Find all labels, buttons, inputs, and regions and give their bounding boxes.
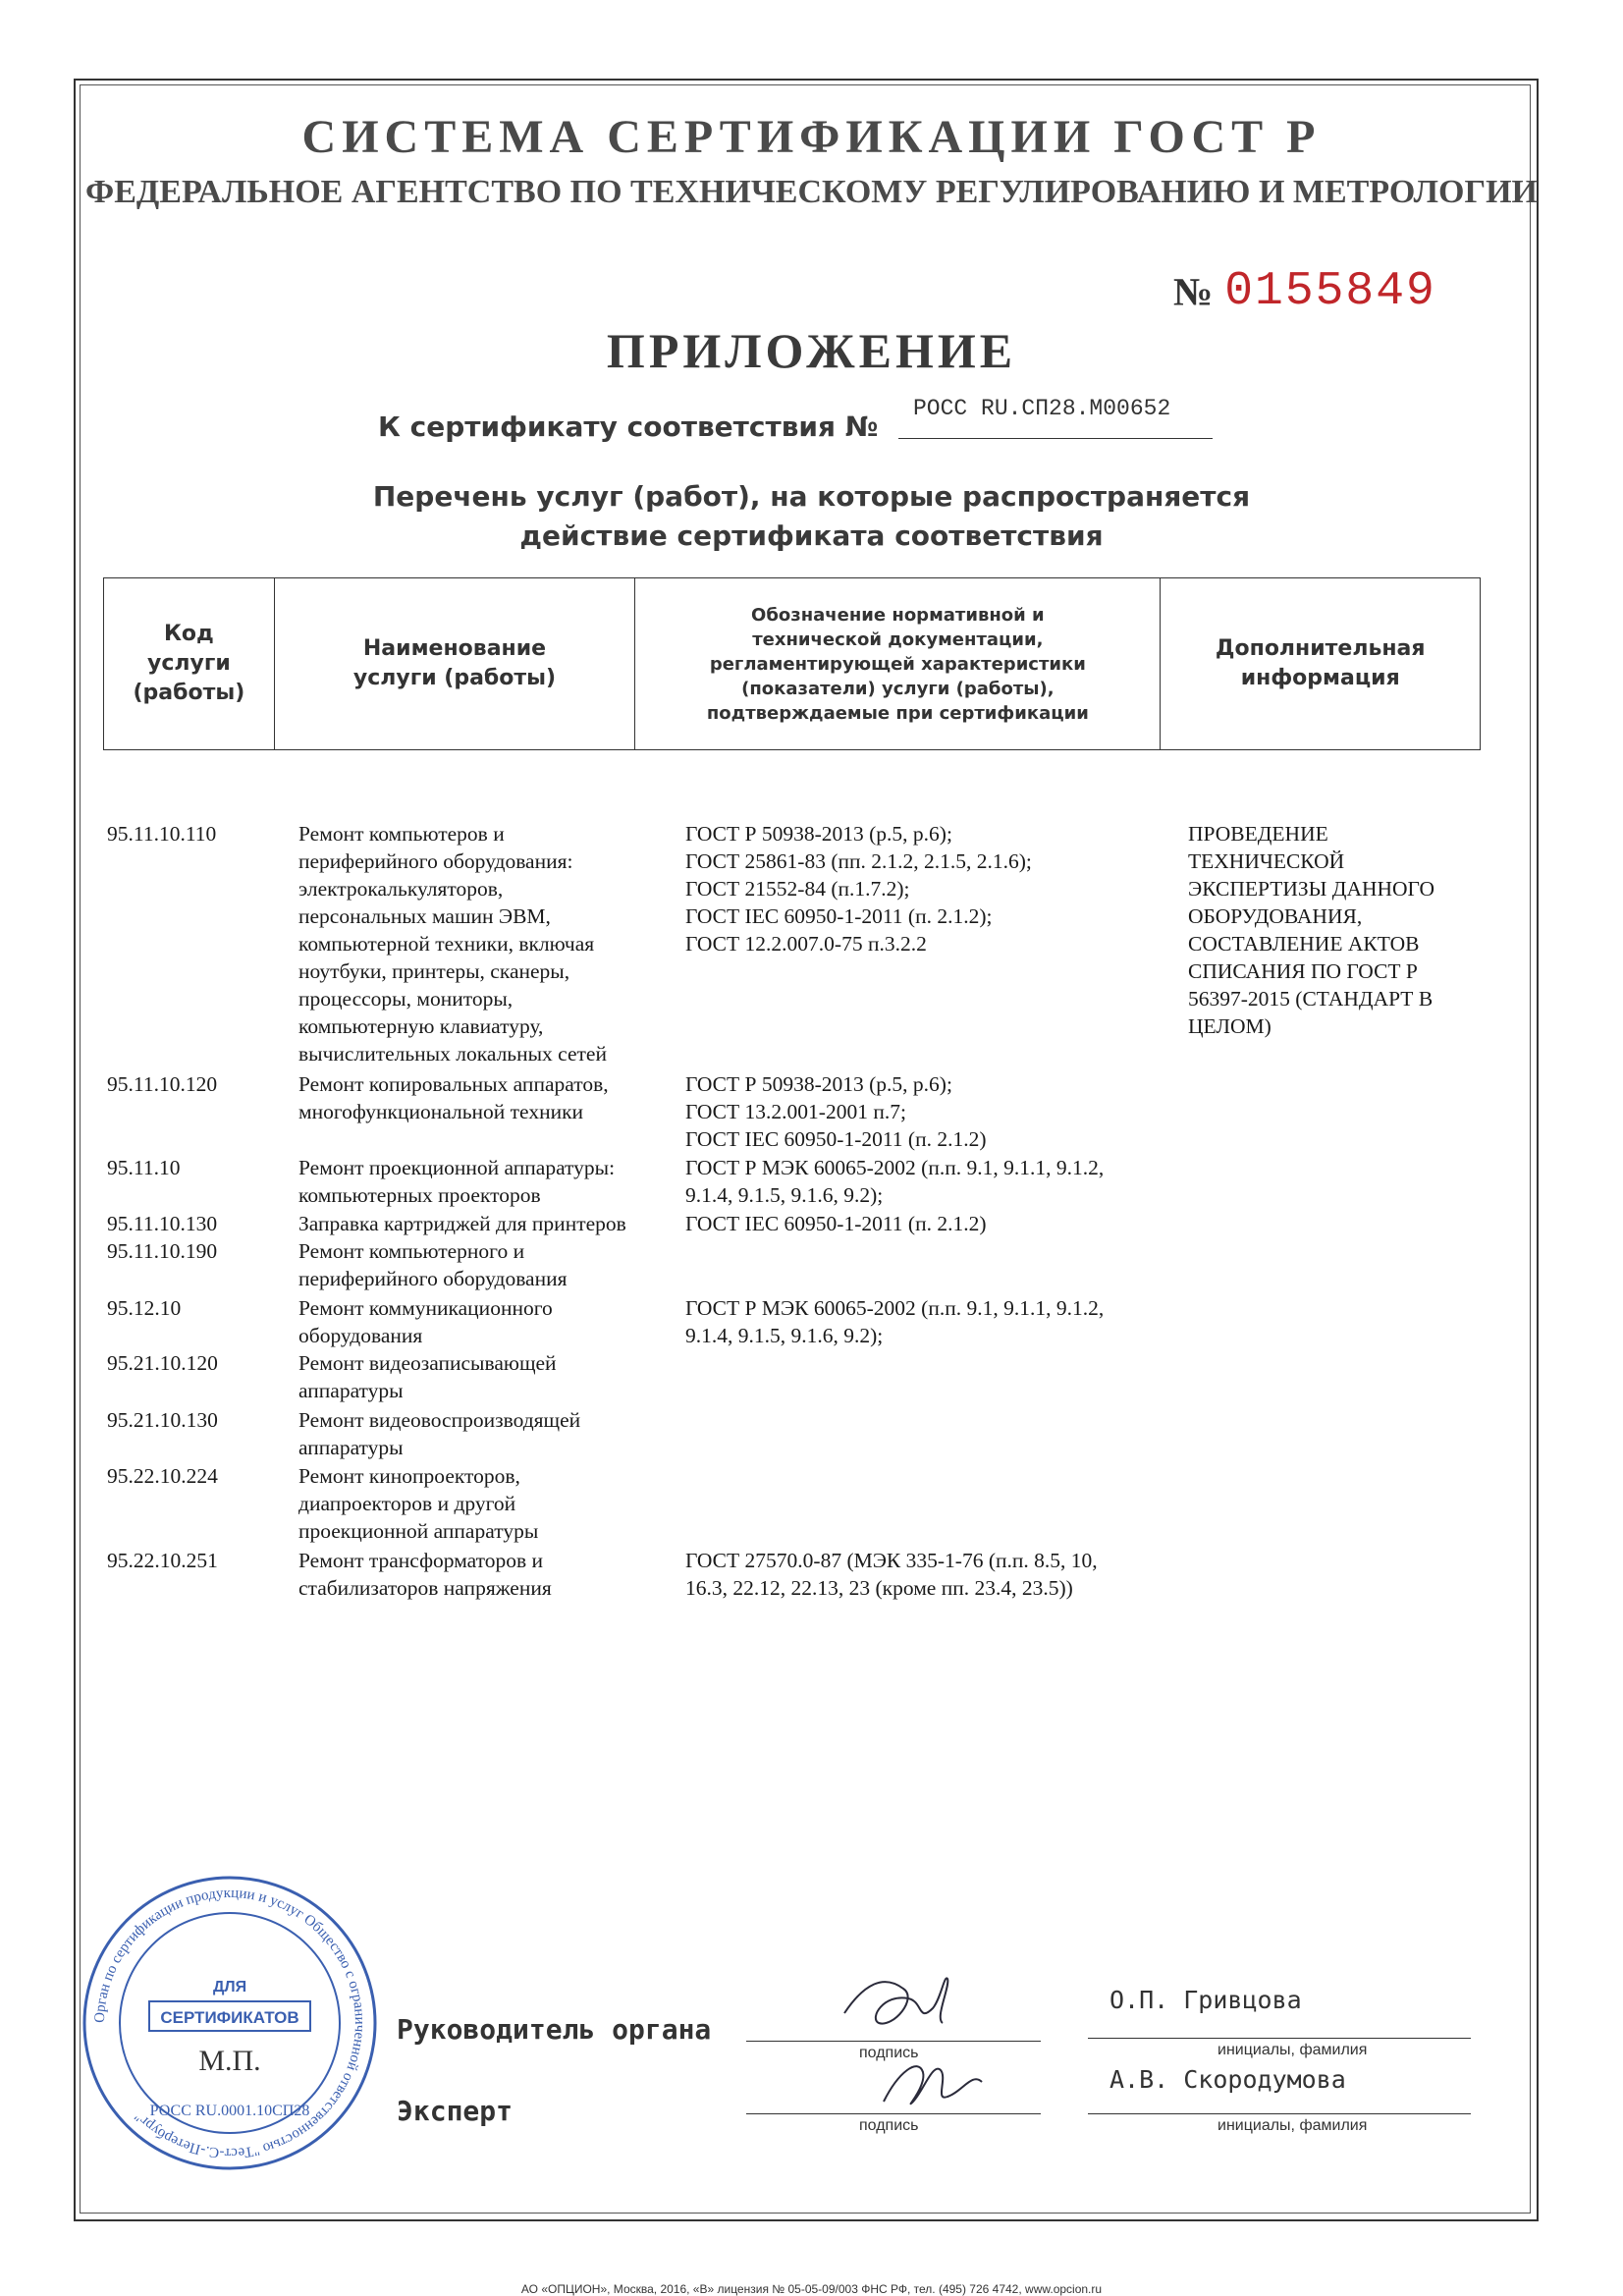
head-signature-mark bbox=[844, 1978, 947, 2023]
row-code: 95.21.10.130 bbox=[107, 1408, 218, 1432]
row-service-name: Ремонт компьютерного и периферийного оборудования bbox=[298, 1239, 568, 1290]
header-code-text: Код услуги (работы) bbox=[133, 622, 245, 705]
row-service-name: Ремонт видеовоспроизводящей аппаратуры bbox=[298, 1408, 581, 1459]
number-sign: № bbox=[1173, 269, 1214, 314]
row-code: 95.22.10.251 bbox=[107, 1549, 218, 1572]
row-docs: ГОСТ 27570.0-87 (МЭК 335-1-76 (п.п. 8.5, 10, 16.3, 22.12, 22.13, 23 (кроме пп. 23.4, 23.5)) bbox=[685, 1549, 1098, 1600]
row-code: 95.11.10.130 bbox=[107, 1212, 218, 1235]
header-additional-info-text: Дополнительная информация bbox=[1215, 636, 1426, 690]
row-code: 95.11.10 bbox=[107, 1156, 181, 1179]
header-service-name-text: Наименование услуги (работы) bbox=[352, 636, 557, 690]
row-code: 95.12.10 bbox=[107, 1296, 182, 1320]
expert-name-caption: инициалы, фамилия bbox=[1217, 2117, 1368, 2134]
expert-signature-caption: подпись bbox=[859, 2117, 919, 2134]
certificate-label: К сертификату соответствия № bbox=[378, 410, 879, 443]
form-number-value: 0155849 bbox=[1224, 265, 1436, 318]
expert-name-line bbox=[1088, 2113, 1471, 2114]
head-of-body-label: Руководитель органа bbox=[397, 2013, 712, 2046]
seal-circular-text: Орган по сертификации продукции и услуг Общество с ограниченной ответственностью "Тест-С.-Петербург" bbox=[91, 1885, 368, 2161]
seal-for-label: ДЛЯ bbox=[212, 1979, 247, 1995]
row-service-name: Ремонт кинопроекторов, диапроекторов и другой проекционной аппаратуры bbox=[298, 1464, 539, 1543]
row-docs: ГОСТ Р 50938-2013 (р.5, р.6); ГОСТ 13.2.001-2001 п.7; ГОСТ IEC 60950-1-2011 (п. 2.1.2) bbox=[685, 1072, 987, 1151]
seal-certificates-label: СЕРТИФИКАТОВ bbox=[160, 2008, 299, 2027]
document-heading: ПРИЛОЖЕНИЕ bbox=[606, 323, 1017, 378]
head-name: О.П. Гривцова bbox=[1109, 1986, 1302, 2014]
head-signature-caption: подпись bbox=[859, 2045, 919, 2061]
intro-line-2: действие сертификата соответствия bbox=[519, 519, 1104, 552]
row-service-name: Ремонт проекционной аппаратуры: компьютерных проекторов bbox=[298, 1156, 616, 1207]
row-service-name: Ремонт видеозаписывающей аппаратуры bbox=[298, 1351, 557, 1402]
head-name-caption: инициалы, фамилия bbox=[1217, 2042, 1368, 2058]
row-docs: ГОСТ Р 50938-2013 (р.5, р.6); ГОСТ 25861-83 (пп. 2.1.2, 2.1.5, 2.1.6); ГОСТ 21552-84 (п.1.7.2); ГОСТ IEC 60950-1-2011 (п. 2.1.2); ГОСТ 12.2.007.0-75 п.3.2.2 bbox=[685, 822, 1032, 956]
row-code: 95.11.10.190 bbox=[107, 1239, 218, 1263]
system-title: СИСТЕМА СЕРТИФИКАЦИИ ГОСТ Р bbox=[301, 111, 1322, 163]
row-service-name: Ремонт компьютеров и периферийного оборудования: электрокалькуляторов, персональных машин ЭВМ, компьютерной техники, включая ноутбуки, принтеры, сканеры, процессоры, мониторы, компьютерную клавиатуру, вычислительных локальных сетей bbox=[298, 822, 607, 1066]
row-docs: ГОСТ Р МЭК 60065-2002 (п.п. 9.1, 9.1.1, 9.1.2, 9.1.4, 9.1.5, 9.1.6, 9.2); bbox=[685, 1296, 1105, 1347]
intro-line-1: Перечень услуг (работ), на которые распространяется bbox=[372, 480, 1251, 513]
row-docs: ГОСТ Р МЭК 60065-2002 (п.п. 9.1, 9.1.1, 9.1.2, 9.1.4, 9.1.5, 9.1.6, 9.2); bbox=[685, 1156, 1105, 1207]
certificate-number: РОСС RU.СП28.М00652 bbox=[913, 396, 1171, 421]
row-additional-info: ПРОВЕДЕНИЕ ТЕХНИЧЕСКОЙ ЭКСПЕРТИЗЫ ДАННОГО ОБОРУДОВАНИЯ, СОСТАВЛЕНИЕ АКТОВ СПИСАНИЯ ПО ГОСТ Р 56397-2015 (СТАНДАРТ В ЦЕЛОМ) bbox=[1188, 822, 1434, 1038]
row-service-name: Ремонт коммуникационного оборудования bbox=[298, 1296, 553, 1347]
row-code: 95.21.10.120 bbox=[107, 1351, 218, 1375]
row-code: 95.11.10.110 bbox=[107, 822, 217, 846]
seal-mp-label: М.П. bbox=[198, 2045, 261, 2077]
row-service-name: Заправка картриджей для принтеров bbox=[298, 1212, 626, 1235]
handwritten-signatures bbox=[825, 1954, 1060, 2131]
agency-name: ФЕДЕРАЛЬНОЕ АГЕНТСТВО ПО ТЕХНИЧЕСКОМУ РЕГУЛИРОВАНИЮ И МЕТРОЛОГИИ bbox=[85, 174, 1538, 210]
expert-label: Эксперт bbox=[397, 2095, 514, 2127]
header-normative-docs-text: Обозначение нормативной и технической документации, регламентирующей характеристики (показатели) услуги (работы), подтверждаемые при сертификации bbox=[706, 604, 1089, 724]
expert-name: А.В. Скородумова bbox=[1109, 2065, 1346, 2094]
official-seal bbox=[81, 1874, 379, 2172]
row-docs: ГОСТ IEC 60950-1-2011 (п. 2.1.2) bbox=[685, 1212, 987, 1235]
printer-footer: АО «ОПЦИОН», Москва, 2016, «В» лицензия № 05-05-09/003 ФНС РФ, тел. (495) 726 4742, www.opcion.ru bbox=[520, 2282, 1103, 2296]
expert-signature-mark bbox=[884, 2066, 982, 2104]
row-service-name: Ремонт трансформаторов и стабилизаторов напряжения bbox=[298, 1549, 552, 1600]
seal-registry-number: РОСС RU.0001.10СП28 bbox=[149, 2103, 310, 2119]
row-code: 95.22.10.224 bbox=[107, 1464, 218, 1488]
row-code: 95.11.10.120 bbox=[107, 1072, 218, 1096]
head-name-line bbox=[1088, 2038, 1471, 2039]
row-service-name: Ремонт копировальных аппаратов, многофункциональной техники bbox=[298, 1072, 609, 1123]
